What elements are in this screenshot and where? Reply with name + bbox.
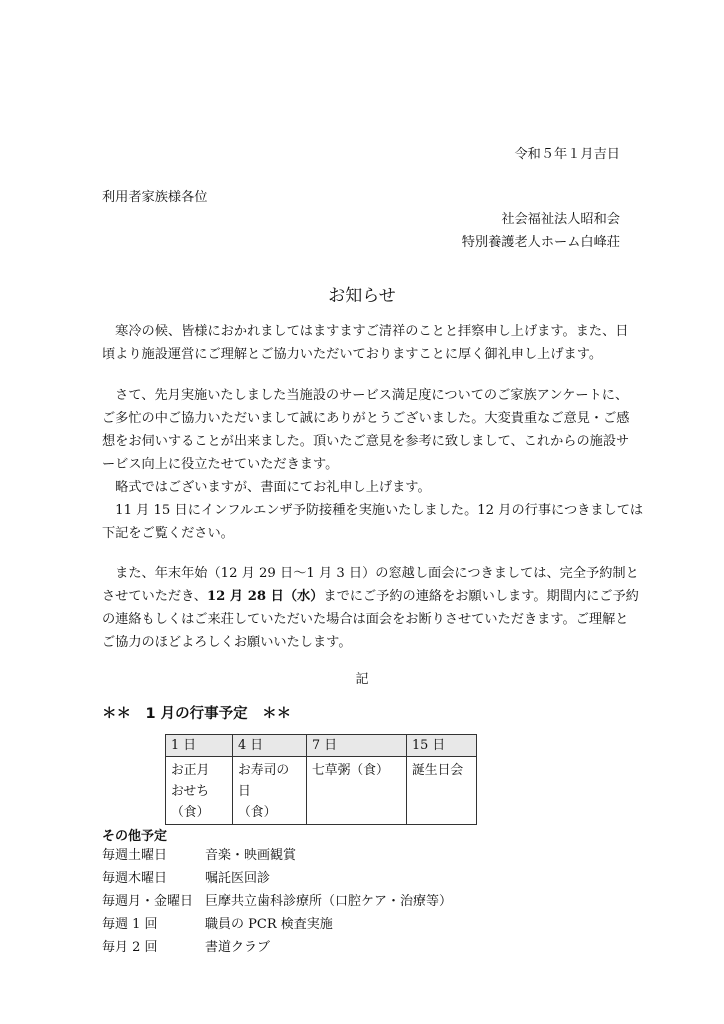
schedule-title: ＊＊ 1 月の行事予定 ＊＊ xyxy=(102,706,292,722)
text-span: させていただき、 xyxy=(102,589,207,604)
survey-paragraph xyxy=(102,384,644,545)
table-header-row xyxy=(166,735,477,757)
table-cell: 誕生日会 xyxy=(407,757,477,825)
list-item xyxy=(102,846,296,866)
paragraph-line: ービス向上に役立たせていただきます。 xyxy=(102,457,339,472)
paragraph-line: また、年末年始（12 月 29 日～1 月 3 日）の窓越し面会につきましては、完全予約制と xyxy=(102,566,639,581)
list-item-when: 毎週 1 回 xyxy=(102,917,158,932)
list-item xyxy=(102,892,452,912)
table-cell: お正月 おせち （食） xyxy=(166,757,233,825)
paragraph-line: さて、先月実施いたしました当施設のサービス満足度についてのご家族アンケートに、 xyxy=(102,388,629,403)
table-row xyxy=(166,757,477,825)
list-item xyxy=(102,915,333,935)
list-item xyxy=(102,938,270,958)
ki-marker: 記 xyxy=(355,672,369,687)
paragraph-line: 頃より施設運営にご理解とご協力いただいておりますことに厚く御礼申し上げます。 xyxy=(102,347,603,362)
text-span: までにご予約の連絡をお願いします。期間内にご予約 xyxy=(323,589,639,604)
list-item-what: 嘱託医回診 xyxy=(205,871,271,886)
list-item-when: 毎週土曜日 xyxy=(102,848,168,863)
paragraph-line: 寒冷の候、皆様におかれましてはますますご清祥のことと拝察申し上げます。また、日 xyxy=(102,324,629,339)
list-item-what: 巨摩共立歯科診療所（口腔ケア・治療等） xyxy=(205,894,453,909)
greeting-paragraph xyxy=(102,320,629,366)
list-item-what: 書道クラブ xyxy=(205,940,271,955)
paragraph-line xyxy=(102,585,639,608)
schedule-table xyxy=(165,734,477,825)
deadline-date: 12 月 28 日（水） xyxy=(206,589,324,604)
visit-paragraph xyxy=(102,562,639,654)
list-item xyxy=(102,869,270,889)
table-header-cell: 1 日 xyxy=(166,735,233,757)
other-schedule-title: その他予定 xyxy=(102,829,168,844)
paragraph-line: 想をお伺いすることが出来ました。頂いたご意見を参考に致しまして、これからの施設サ xyxy=(102,434,630,449)
table-header-cell: 4 日 xyxy=(233,735,307,757)
page-title: お知らせ xyxy=(328,286,396,306)
list-item-what: 音楽・映画観賞 xyxy=(205,848,297,863)
sender-facility: 特別養護老人ホーム白峰荘 xyxy=(461,235,620,250)
recipient: 利用者家族様各位 xyxy=(102,190,208,205)
table-header-cell: 15 日 xyxy=(407,735,477,757)
list-item-when: 毎週木曜日 xyxy=(102,871,168,886)
paragraph-line: 下記をご覧ください。 xyxy=(102,526,234,541)
list-item-what: 職員の PCR 検査実施 xyxy=(205,917,333,932)
paragraph-line: ご多忙の中ご協力いただいまして誠にありがとうございました。大変貴重なご意見・ご感 xyxy=(102,411,630,426)
paragraph-line: 11 月 15 日にインフルエンザ予防接種を実施いたしました。12 月の行事につきましては xyxy=(102,503,644,518)
list-item-when: 毎月 2 回 xyxy=(102,940,158,955)
sender-organization: 社会福祉法人昭和会 xyxy=(501,212,620,227)
issue-date: 令和５年１月吉日 xyxy=(514,147,620,162)
paragraph-line: の連絡もしくはご来荘していただいた場合は面会をお断りさせていただきます。ご理解と xyxy=(102,612,629,627)
table-cell: お寿司の日 （食） xyxy=(233,757,307,825)
paragraph-line: ご協力のほどよろしくお願いいたします。 xyxy=(102,635,352,650)
list-item-when: 毎週月・金曜日 xyxy=(102,894,194,909)
paragraph-line: 略式ではございますが、書面にてお礼申し上げます。 xyxy=(102,480,431,495)
table-header-cell: 7 日 xyxy=(307,735,407,757)
table-cell: 七草粥（食） xyxy=(307,757,407,825)
